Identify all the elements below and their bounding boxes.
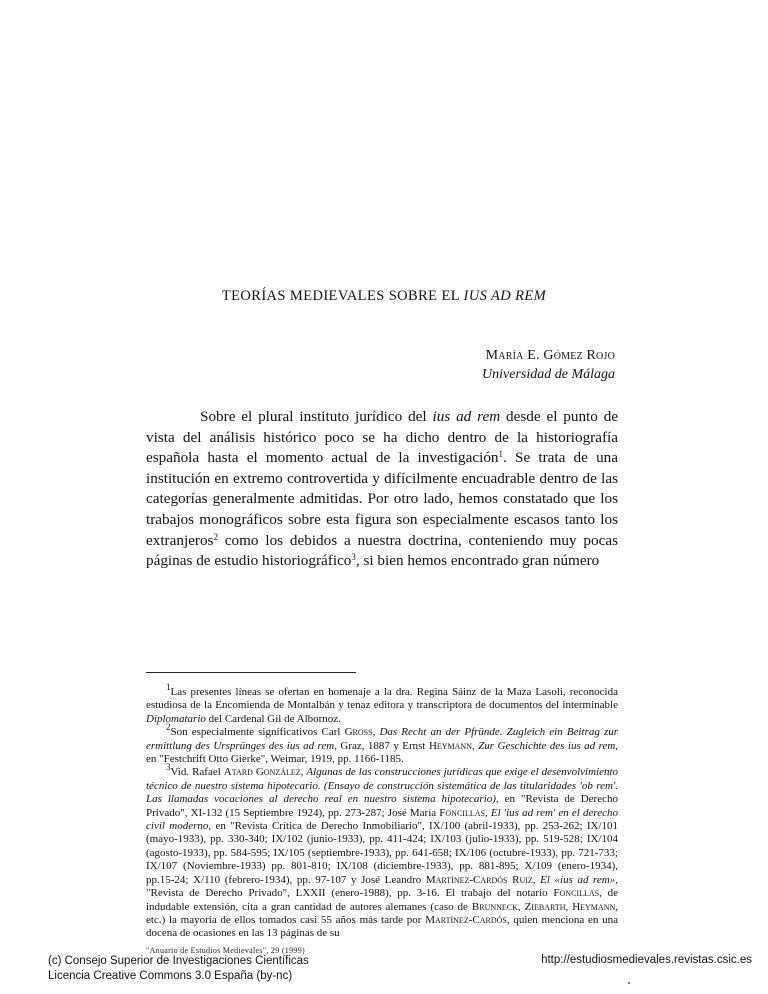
footnote-3-text-e: , de indudable extensión, cita a gran cantidad de autores alemanes (caso de [146,887,618,913]
work-title-martinez-cardos: El «ius ad rem» [540,873,616,886]
author-heymann: Heymann [428,739,472,752]
author-affiliation: Universidad de Málaga [482,367,615,382]
body-text-3: . Se trata de una institución en extremo controvertida y difícilmente encuadrable dentro de las categorías generalmente admitidas. Por otro lado, hemos constatado que los trabajos monográficos sobre esta figura son especialmente escasos tanto los extranjeros [146,449,618,549]
work-title-heymann: Zur Geschichte des ius ad rem [478,739,616,752]
license-line[interactable]: Licencia Creative Commons 3.0 España (by-nc) [48,969,293,982]
copyright-line-1: (c) Consejo Superior de Investigaciones Científicas [48,955,309,967]
footnote-1 [146,682,618,726]
footnote-ref-2[interactable]: 2 [213,531,218,542]
footnotes [146,682,619,941]
title-italic: IUS AD REM [463,288,547,304]
footnote-1-italic: Diplomatario [146,712,206,725]
body-text-4: como los debidos a nuestra doctrina, conteniendo muy pocas páginas de estudio historiográfico [146,531,618,570]
author-block [482,346,615,384]
footnote-1-text: Las presentes líneas se ofertan en homenaje a la dra. Regina Sáinz de la Maza Lasoli, reconocida estudiosa de la Encomienda de Montalbán y tenaz editora y transcriptora de documentos del interminable [146,686,618,712]
footnote-2-text-mid: , Graz, 1887 y Ernst [334,739,426,752]
author-gross: Gross [344,726,373,739]
body-text-5: , si bien hemos encontrado gran número [355,552,600,570]
journal-citation: "Anuario de Estudios Medievales", 29 (1999) [146,946,305,955]
author-martinez-cardos-2: Martínez-Cardós [425,913,507,926]
authors-german: Brunneck, Ziebarth, Heymann [471,900,616,913]
scan-speck [628,982,630,984]
work-title-atard: Algunas de las construcciones jurídicas que exige el desenvolvimiento técnico de nuestro sistema hipotecario. (Ensayo de construcción sistemática de las titularidades 'ob rem'. Las llamadas vocaciones al derecho real en nuestro sistema hipotecario) [146,766,619,806]
footnote-divider [146,672,356,673]
author-name: María E. Gómez Rojo [485,348,615,363]
footnote-3-text-c: , en "Revista Crítica de Derecho Inmobiliario", IX/100 (abril-1933), pp. 253-262; IX/101 (mayo-1933), pp. 330-340; IX/102 (junio-1933), pp. 411-424; IX/103 (julio-1933), pp. 519-528; IX/104 (agosto-1933), pp. 584-595; IX/105 (septiembre-1933), pp. 641-658; IX/106 (octubre-1933), pp. 721-733; IX/107 (Noviembre-1933) pp. 801-810; IX/108 (diciembre-1933), pp. 881-895; X/109 (enero-1934), pp.15-24; X/110 (febrero-1934), pp. 97-107 y José Leandro [146,820,619,886]
work-title-gross: Das Recht an der Pfründe. Zugleich ein Beitrag zur ermittlung des Ursprünges des ius ad rem [146,726,619,752]
footnote-2-text-end: , en "Festchrift Otto Gierke", Weimar, 1919, pp. 1166-1185. [146,739,619,766]
copyright-notice [48,954,309,983]
footnote-3-text-b: , en "Revista de Derecho Privado", XI-132 (15 Septiembre 1924), pp. 273-287; José María [146,793,618,819]
footnote-3-text-f: , etc.) la mayoría de ellos tomados casi 55 años más tarde por [146,900,619,926]
author-foncillas-2: Foncillas [553,887,600,900]
footnote-mark-3: 3 [166,762,171,773]
work-title-foncillas: El 'ius ad rem' en el derecho civil moderno [146,806,619,833]
footnote-mark-2: 2 [166,722,171,733]
footnote-2: $^2$Son especialmente significativos Carl Gross, Das Recht an der Pfründe. Zugleich ein Beitrag zur ermittlung des Ursprünges des ius ad rem, Graz, 1887 y Ernst Heymann, Zur Geschichte des ius ad rem, en "Festchrift Otto Gierke", Weimar, 1919, pp. 1166-1185. [146,722,619,766]
title-main: TEORÍAS MEDIEVALES SOBRE EL [221,288,460,304]
footnote-mark-1: 1 [166,682,171,692]
body-italic-ius-ad-rem: ius ad rem [432,408,501,425]
author-martinez-cardos: Martínez-Cardós Ruiz [425,873,533,886]
author-atard: Atard González [223,766,301,779]
footnote-3-text-d: , "Revista de Derecho Privado", LXXII (enero-1988), pp. 3-16. El trabajo del notario [146,873,619,900]
body-text-1: Sobre el plural instituto jurídico del [200,408,427,425]
article-title [0,288,768,305]
footnote-3-text: Vid. Rafael [170,766,221,779]
journal-url-link[interactable]: http://estudiosmedievales.revistas.csic.es [541,954,752,966]
body-paragraph [146,407,618,572]
body-text-2: desde el punto de vista del análisis histórico poco se ha dicho dentro de la historiografía española hasta el momento actual de la investigación [146,408,619,467]
footnote-1-text-end: del Cardenal Gil de Albornoz. [208,712,341,725]
footnote-3: $^3$Vid. Rafael Atard González, Algunas de las construcciones jurídicas que exige el desenvolvimiento técnico de nuestro sistema hipotecario. (Ensayo de construcción sistemática de las titularidades 'ob rem'. Las llamadas vocaciones al derecho real en nuestro sistema hipotecario), en "Revista de Derecho Privado", XI-132 (15 Septiembre 1924), pp. 273-287; José María Foncillas, El 'ius ad rem' en el derecho civil moderno, en "Revista Crítica de Derecho Inmobiliario", IX/100 (abril-1933), pp. 253-262; IX/101 (mayo-1933), pp. 330-340; IX/102 (junio-1933), pp. 411-424; IX/103 (julio-1933), pp. 519-528; IX/104 (agosto-1933), pp. 584-595; IX/105 (septiembre-1933), pp. 641-658; IX/106 (octubre-1933), pp. 721-733; IX/107 (Noviembre-1933) pp. 801-810; IX/108 (diciembre-1933), pp. 881-895; X/109 (enero-1934), pp.15-24; X/110 (febrero-1934), pp. 97-107 y José Leandro Martínez-Cardós Ruiz, El «ius ad rem», "Revista de Derecho Privado", LXXII (enero-1988), pp. 3-16. El trabajo del notario Foncillas, de indudable extensión, cita a gran cantidad de autores alemanes (caso de Brunneck, Ziebarth, Heymann, etc.) la mayoría de ellos tomados casi 55 años más tarde por Martínez-Cardós, quien menciona en una docena de ocasiones en las 13 páginas de su [146,762,619,940]
footnote-ref-1[interactable]: 1 [498,449,504,460]
footnote-2-text: Son especialmente significativos Carl [170,726,341,739]
footnote-ref-3[interactable]: 3 [351,552,356,563]
author-foncillas: Foncillas [439,806,485,819]
footnote-3-text-g: , quien menciona en una docena de ocasiones en las 13 páginas de su [146,913,619,940]
